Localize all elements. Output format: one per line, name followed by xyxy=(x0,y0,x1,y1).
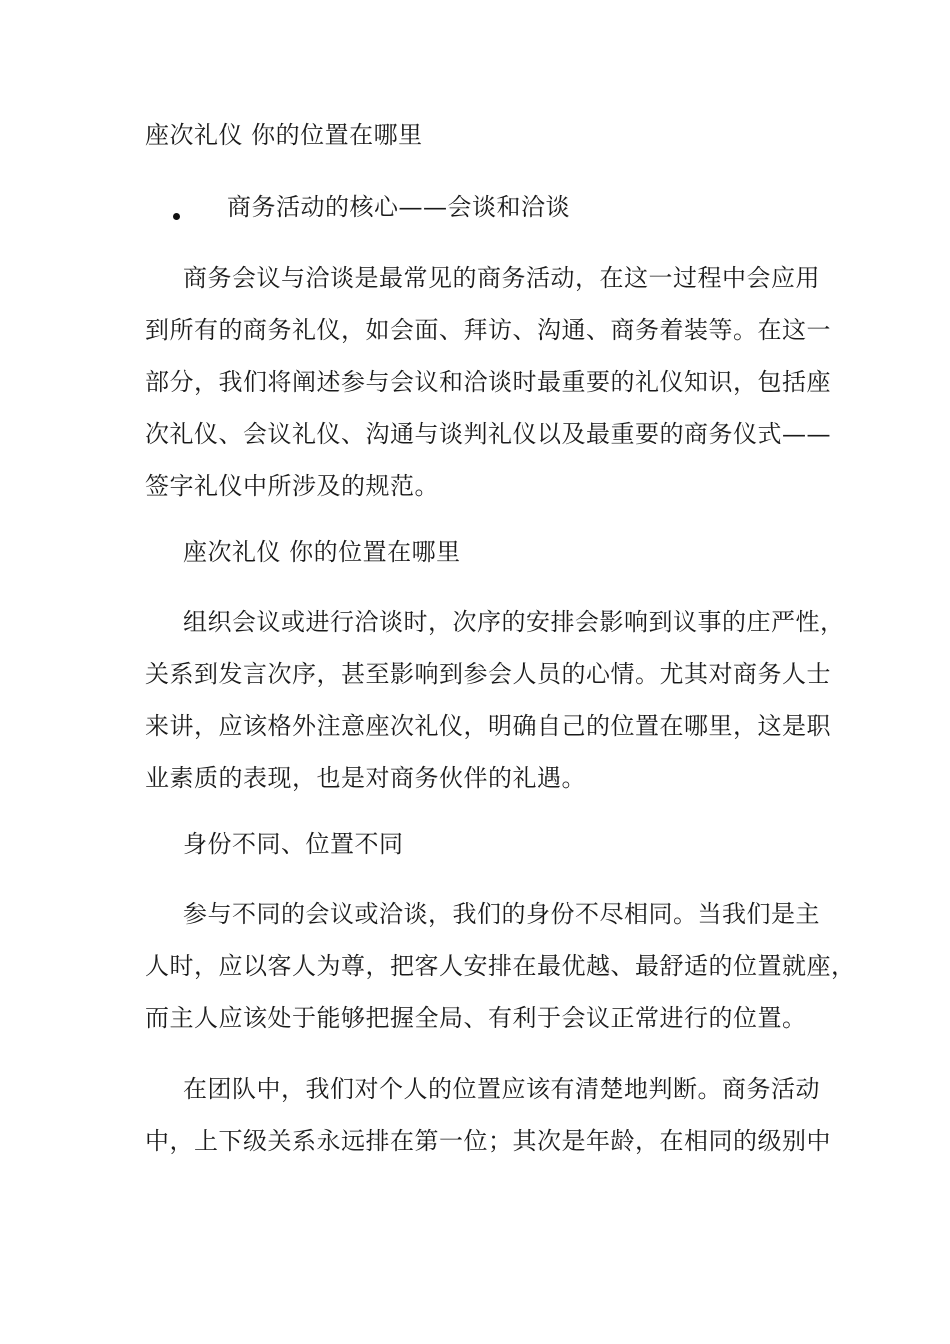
paragraph-line: 关系到发言次序，甚至影响到参会人员的心情。尤其对商务人士 xyxy=(145,660,831,688)
paragraph-line: 而主人应该处于能够把握全局、有利于会议正常进行的位置。 xyxy=(145,1004,807,1032)
section-heading-identity: 身份不同、位置不同 xyxy=(183,830,404,858)
paragraph-line: 业素质的表现，也是对商务伙伴的礼遇。 xyxy=(145,764,586,792)
paragraph-seating xyxy=(145,596,845,804)
paragraph-line: 来讲，应该格外注意座次礼仪，明确自己的位置在哪里，这是职 xyxy=(145,712,831,740)
paragraph-line: 商务会议与洽谈是最常见的商务活动，在这一过程中会应用 xyxy=(183,264,820,292)
paragraph-line: 在团队中，我们对个人的位置应该有清楚地判断。商务活动 xyxy=(183,1075,820,1103)
paragraph-line: 参与不同的会议或洽谈，我们的身份不尽相同。当我们是主 xyxy=(183,900,820,928)
bullet-heading: 商务活动的核心——会谈和洽谈 xyxy=(227,193,570,221)
paragraph-line: 签字礼仪中所涉及的规范。 xyxy=(145,472,439,500)
paragraph-line: 到所有的商务礼仪，如会面、拜访、沟通、商务着装等。在这一 xyxy=(145,316,831,344)
paragraph-line: 次礼仪、会议礼仪、沟通与谈判礼仪以及最重要的商务仪式—— xyxy=(145,420,831,448)
paragraph-intro xyxy=(145,252,831,512)
bullet-dot-icon xyxy=(173,213,180,220)
paragraph-line: 中，上下级关系永远排在第一位；其次是年龄，在相同的级别中 xyxy=(145,1127,831,1155)
paragraph-team xyxy=(145,1063,831,1167)
paragraph-line: 人时，应以客人为尊，把客人安排在最优越、最舒适的位置就座， xyxy=(145,952,856,980)
paragraph-identity xyxy=(145,888,856,1044)
section-heading-seating: 座次礼仪 你的位置在哪里 xyxy=(183,538,461,566)
document-title: 座次礼仪 你的位置在哪里 xyxy=(145,121,423,149)
paragraph-line: 部分，我们将阐述参与会议和洽谈时最重要的礼仪知识，包括座 xyxy=(145,368,831,396)
paragraph-line: 组织会议或进行洽谈时，次序的安排会影响到议事的庄严性， xyxy=(183,608,845,636)
